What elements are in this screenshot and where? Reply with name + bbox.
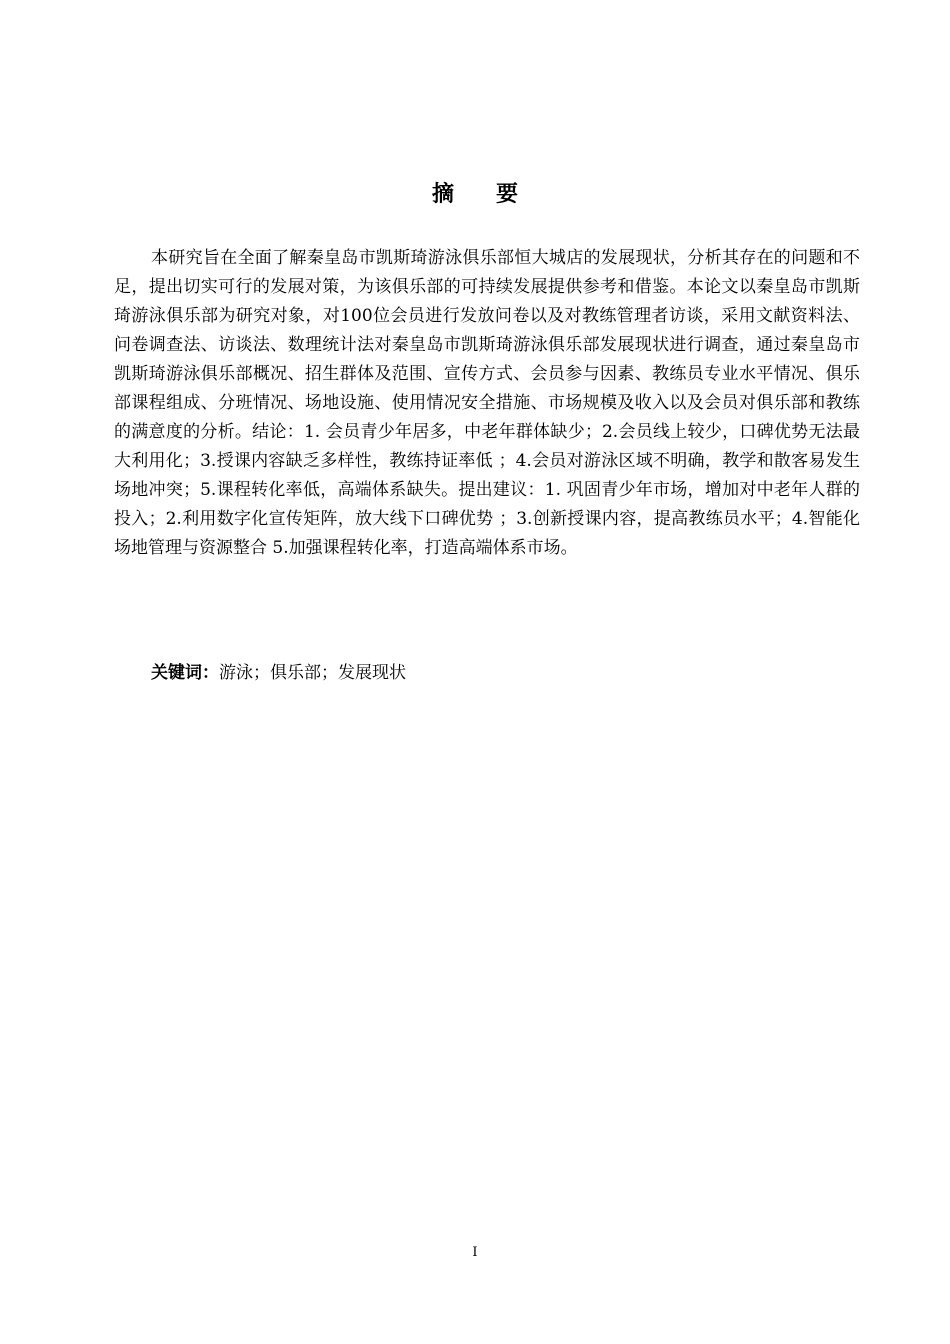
keywords-label: 关键词： — [151, 663, 219, 683]
title-char-1: 摘 — [431, 182, 454, 207]
page-title — [0, 180, 950, 210]
title-char-2: 要 — [496, 182, 519, 207]
abstract-paragraph: 本研究旨在全面了解秦皇岛市凯斯琦游泳俱乐部恒大城店的发展现状，分析其存在的问题和不足，提出切实可行的发展对策，为该俱乐部的可持续发展提供参考和借鉴。本论文以秦皇岛市凯斯琦游泳俱乐部为研究对象，对100位会员进行发放问卷以及对教练管理者访谈，采用文献资料法、问卷调查法、访谈法、数理统计法对秦皇岛市凯斯琦游泳俱乐部发展现状进行调查，通过秦皇岛市凯斯琦游泳俱乐部概况、招生群体及范围、宣传方式、会员参与因素、教练员专业水平情况、俱乐部课程组成、分班情况、场地设施、使用情况安全措施、市场规模及收入以及会员对俱乐部和教练的满意度的分析。结论：1. 会员青少年居多，中老年群体缺少；2.会员线上较少，口碑优势无法最大利用化；3.授课内容缺乏多样性，教练持证率低 ；4.会员对游泳区域不明确，教学和散客易发生场地冲突；5.课程转化率低，高端体系缺失。提出建议：1. 巩固青少年市场，增加对中老年人群的投入；2.利用数字化宣传矩阵，放大线下口碑优势 ；3.创新授课内容，提高教练员水平；4.智能化场地管理与资源整合 5.加强课程转化率，打造高端体系市场。 — [114, 248, 860, 558]
keywords-line — [151, 659, 406, 688]
keywords-value: 游泳；俱乐部；发展现状 — [219, 663, 406, 683]
page-number: I — [472, 1245, 478, 1260]
